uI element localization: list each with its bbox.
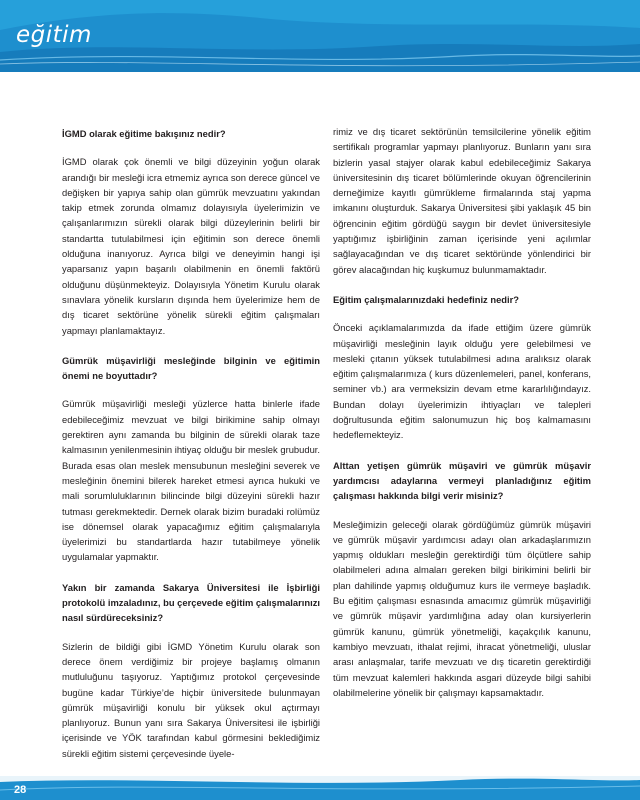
header-wave-decoration [0,0,640,72]
question-heading: Gümrük müşavirliği mesleğinde bilginin ve eğitimin önemi ne boyuttadır? [62,354,320,382]
answer-paragraph: rimiz ve dış ticaret sektörünün temsilcilerine yönelik eğitim sertifikalı programlar yapmayı planlıyoruz. Bunların yanı sıra bizlerin yasal stajyer olarak kabul edebileceğimiz Sakarya üniversitesinin dış ticaret bölümlerinde okuyan öğrencilerinin derneğimize kayıtlı gümrükleme firmalarında staj yapma imkanını oluşturduk. Sakarya Üniversitesi şibi yaklaşık 45 bin öğrencinin eğitim gördüğü saygın bir devlet üniversitesiyle yaptığımız işbirliğinin zaman içerisinde yeni açılımlar sağlayacağından ve dış ticaret sektöründe yönlendirici bir görev alacağından hiç kuşkumuz bulunmamaktadır. [333,126,591,275]
answer-paragraph: Gümrük müşavirliği mesleği yüzlerce hatta binlerle ifade edebileceğimiz mevzuat ve bilgi birikimine sahip olmayı gerektiren aynı zamanda bu bilginin de sürekli olarak taze kalmasının yenilenmesinin ihtiyaç olduğu bir meslek grubudur. Burada esas olan meslek mensubunun mesleğini severek ve mesleğinin önemini bilerek hareket etmesi ayrıca hukuki ve mali sorumluluklarının bilincinde bilgi düzeyini sürekli hazır tutması gerekmektedir. Dernek olarak bizim buradaki rolümüz ise dönemsel olarak yapacağımız eğitim çalışmalarıyla üyelerimizi bu standartlarda hazır tutabilmeye yönelik uygulamalar yapmaktır. [62,398,320,563]
footer-wave-decoration [0,776,640,800]
question-heading: Yakın bir zamanda Sakarya Üniversitesi ile İşbirliği protokolü imzaladınız, bu çerçevede eğitim çalışmalarınızı nasıl sürdüreceksiniz? [62,581,320,624]
footer-band [0,776,640,800]
answer-paragraph: Önceki açıklamalarımızda da ifade ettiğim üzere gümrük müşavirliği mesleğinin layık olduğu yere gelebilmesi ve mesleki çıtanın yüksek tutulabilmesi adına aralıksız olarak eğitim çalışmalarımıza ( kurs düzenlemeleri, panel, konferans, seminer vb.) ara vermeksizin devam etme kararlılığındayız. Bundan dolayı üyelerimizin ihtiyaçları ve talepleri doğrultusunda eğitim salonumuzun hiç boş kalmamasını hedeflemekteyiz. [333,322,591,441]
header-band [0,0,640,72]
article-left-column [62,126,320,776]
section-title: eğitim [16,22,92,48]
answer-paragraph: Sizlerin de bildiği gibi İGMD Yönetim Kurulu olarak son derece önem verdiğimiz bir projeye başlamış olmanın mutluluğunu taşıyoruz. Yaptığımız protokol çerçevesinde bugüne kadar Türkiye’de hiçbir üniversitede bulunmayan gümrük müşavirliği konulu bir yüksek okul açtırmayı planlıyoruz. Bunun yanı sıra Sakarya Üniversitesi ile işbirliği içerisinde ve YÖK tarafından kabul görmesini beklediğimiz sürekli eğitim sistemi çerçevesinde üyele- [62,640,320,759]
answer-paragraph: Mesleğimizin geleceği olarak gördüğümüz gümrük müşaviri ve gümrük müşavir yardımcısı adayı olan arkadaşlarımızın yapmış oldukları mesleğin gerektirdiği tüm ölçütlere sahip olabilmeleri adına almaları gereken bilgi birikimini belirli bir plan dahilinde yapmış olduğumuz kurs ile vermeye başladık. Bu eğitim çalışması esnasında amacımız gümrük müşavirliği ve gümrük müşavir yardımlığına aday olan kursiyerlerin gümrük kanunu, gümrük yönetmeliği, kaçakçılık kanunu, kambiyo mevzuatı, ithalat rejimi, ihracat yönetmeliği, uluslar arası anlaşmalar, tarife mevzuatı ve dış ticaretin gerektirdiği tüm mevzuat kalemleri hakkında asgari düzeyde bilgi sahibi olabilmelerine yönelik bir çalışmayı kapsamaktadır. [333,518,591,698]
question-heading: Alttan yetişen gümrük müşaviri ve gümrük müşavir yardımcısı adaylarına vermeyi planladığınız eğitim çalışması hakkında bilgi verir misiniz? [333,459,591,502]
answer-paragraph: İGMD olarak çok önemli ve bilgi düzeyinin yoğun olarak arandığı bir mesleği icra etmemiz ayrıca son derece güncel ve değişken bir yapıya sahip olan gümrük mevzuatını yakından takip etmek zorunda olmamız dolayısıyla üyelerimizin ve çalışanlarımızın sürekli olarak bilgi düzeylerinin belirli bir standartta tutulabilmesi için eğitimin son derece önemli olduğuna inanıyoruz. Ayrıca bilgi ve deneyimin hangi işi yaparsanız yapın başarılı olabilmenin en önemli faktörü olduğunu düşünmekteyiz. Dolayısıyla Yönetim Kurulu olarak sınavlara yönelik kursların dışında hem üyelerimize hem de dış ticaret sektörüne yönelik sürekli eğitim çalışmaları yapmayı planlamaktayız. [62,156,320,336]
question-heading: Eğitim çalışmalarınızdaki hedefiniz nedir? [333,293,519,305]
article-right-column [333,124,591,715]
page-number: 28 [14,784,27,796]
question-heading: İGMD olarak eğitime bakışınız nedir? [62,128,226,139]
